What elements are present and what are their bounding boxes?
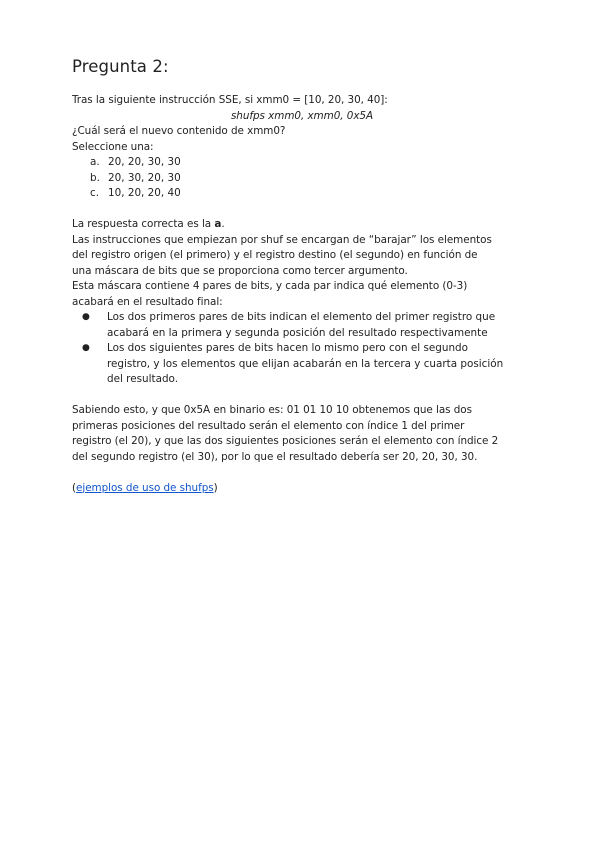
correct-answer-suffix: .: [221, 218, 225, 230]
question-intro: Tras la siguiente instrucción SSE, si xmm0 = [10, 20, 30, 40]:: [72, 94, 388, 106]
correct-answer-prefix: La respuesta correcta es la: [72, 218, 215, 230]
list-item: [82, 310, 532, 341]
spacer: [72, 465, 532, 481]
explanation-line: acabará en el resultado final:: [72, 295, 223, 308]
option-text: 10, 20, 20, 40: [108, 187, 181, 199]
answer-options: [72, 155, 532, 202]
question-select-prompt: Seleccione una:: [72, 140, 154, 153]
option-marker: c.: [90, 187, 100, 199]
conclusion-line: Sabiendo esto, y que 0x5A en binario es: 01 01 10 10 obtenemos que las dos: [72, 404, 472, 416]
spacer: [72, 388, 532, 404]
bullet-dot-icon: ●: [82, 343, 90, 353]
bullet-dot-icon: ●: [82, 312, 90, 322]
explanation-line: una máscara de bits que se proporciona como tercer argumento.: [72, 264, 408, 277]
spacer: [72, 202, 532, 218]
option-b[interactable]: [90, 171, 532, 187]
explanation-bullets: [72, 310, 532, 388]
bullet-line: Los dos primeros pares de bits indican el elemento del primer registro que: [107, 311, 496, 323]
bullet-text: [107, 310, 495, 341]
option-marker: a.: [90, 156, 100, 168]
question-instruction: shufps xmm0, xmm0, 0x5A: [230, 109, 374, 122]
document-page: [72, 56, 532, 496]
option-marker: b.: [90, 171, 100, 184]
explanation-line: Esta máscara contiene 4 pares de bits, y cada par indica qué elemento (0-3): [72, 280, 468, 292]
question-ask: ¿Cuál será el nuevo contenido de xmm0?: [72, 125, 286, 137]
bullet-line: registro, y los elementos que elijan acabarán en la tercera y cuarta posición: [107, 357, 504, 370]
correct-answer: [72, 217, 532, 233]
explanation-line: del registro origen (el primero) y el registro destino (el segundo) en función de: [72, 249, 478, 261]
option-text: 20, 20, 30, 30: [108, 156, 181, 168]
shufps-examples-link[interactable]: ejemplos de uso de shufps: [76, 481, 214, 494]
paren-close: ): [213, 481, 218, 494]
explanation-line: Las instrucciones que empiezan por shuf se encargan de “barajar” los elementos: [72, 233, 492, 246]
conclusion-line: primeras posiciones del resultado serán el elemento con índice 1 del primer: [72, 419, 465, 432]
bullet-line: del resultado.: [107, 373, 179, 385]
correct-answer-letter: a: [214, 218, 222, 230]
list-item: [82, 341, 532, 388]
reference-line: [72, 481, 532, 497]
page-title: Pregunta 2:: [72, 57, 169, 76]
conclusion-line: registro (el 20), y que las dos siguientes posiciones serán el elemento con índice 2: [72, 435, 499, 447]
option-a[interactable]: [90, 155, 532, 171]
paren-open: (: [72, 481, 77, 494]
bullet-line: acabará en la primera y segunda posición del resultado respectivamente: [107, 326, 488, 339]
option-text: 20, 30, 20, 30: [108, 171, 181, 184]
bullet-text: [107, 341, 503, 388]
bullet-line: Los dos siguientes pares de bits hacen lo mismo pero con el segundo: [107, 342, 469, 354]
option-c[interactable]: [90, 186, 532, 202]
conclusion-line: del segundo registro (el 30), por lo que el resultado debería ser 20, 20, 30, 30.: [72, 450, 478, 463]
